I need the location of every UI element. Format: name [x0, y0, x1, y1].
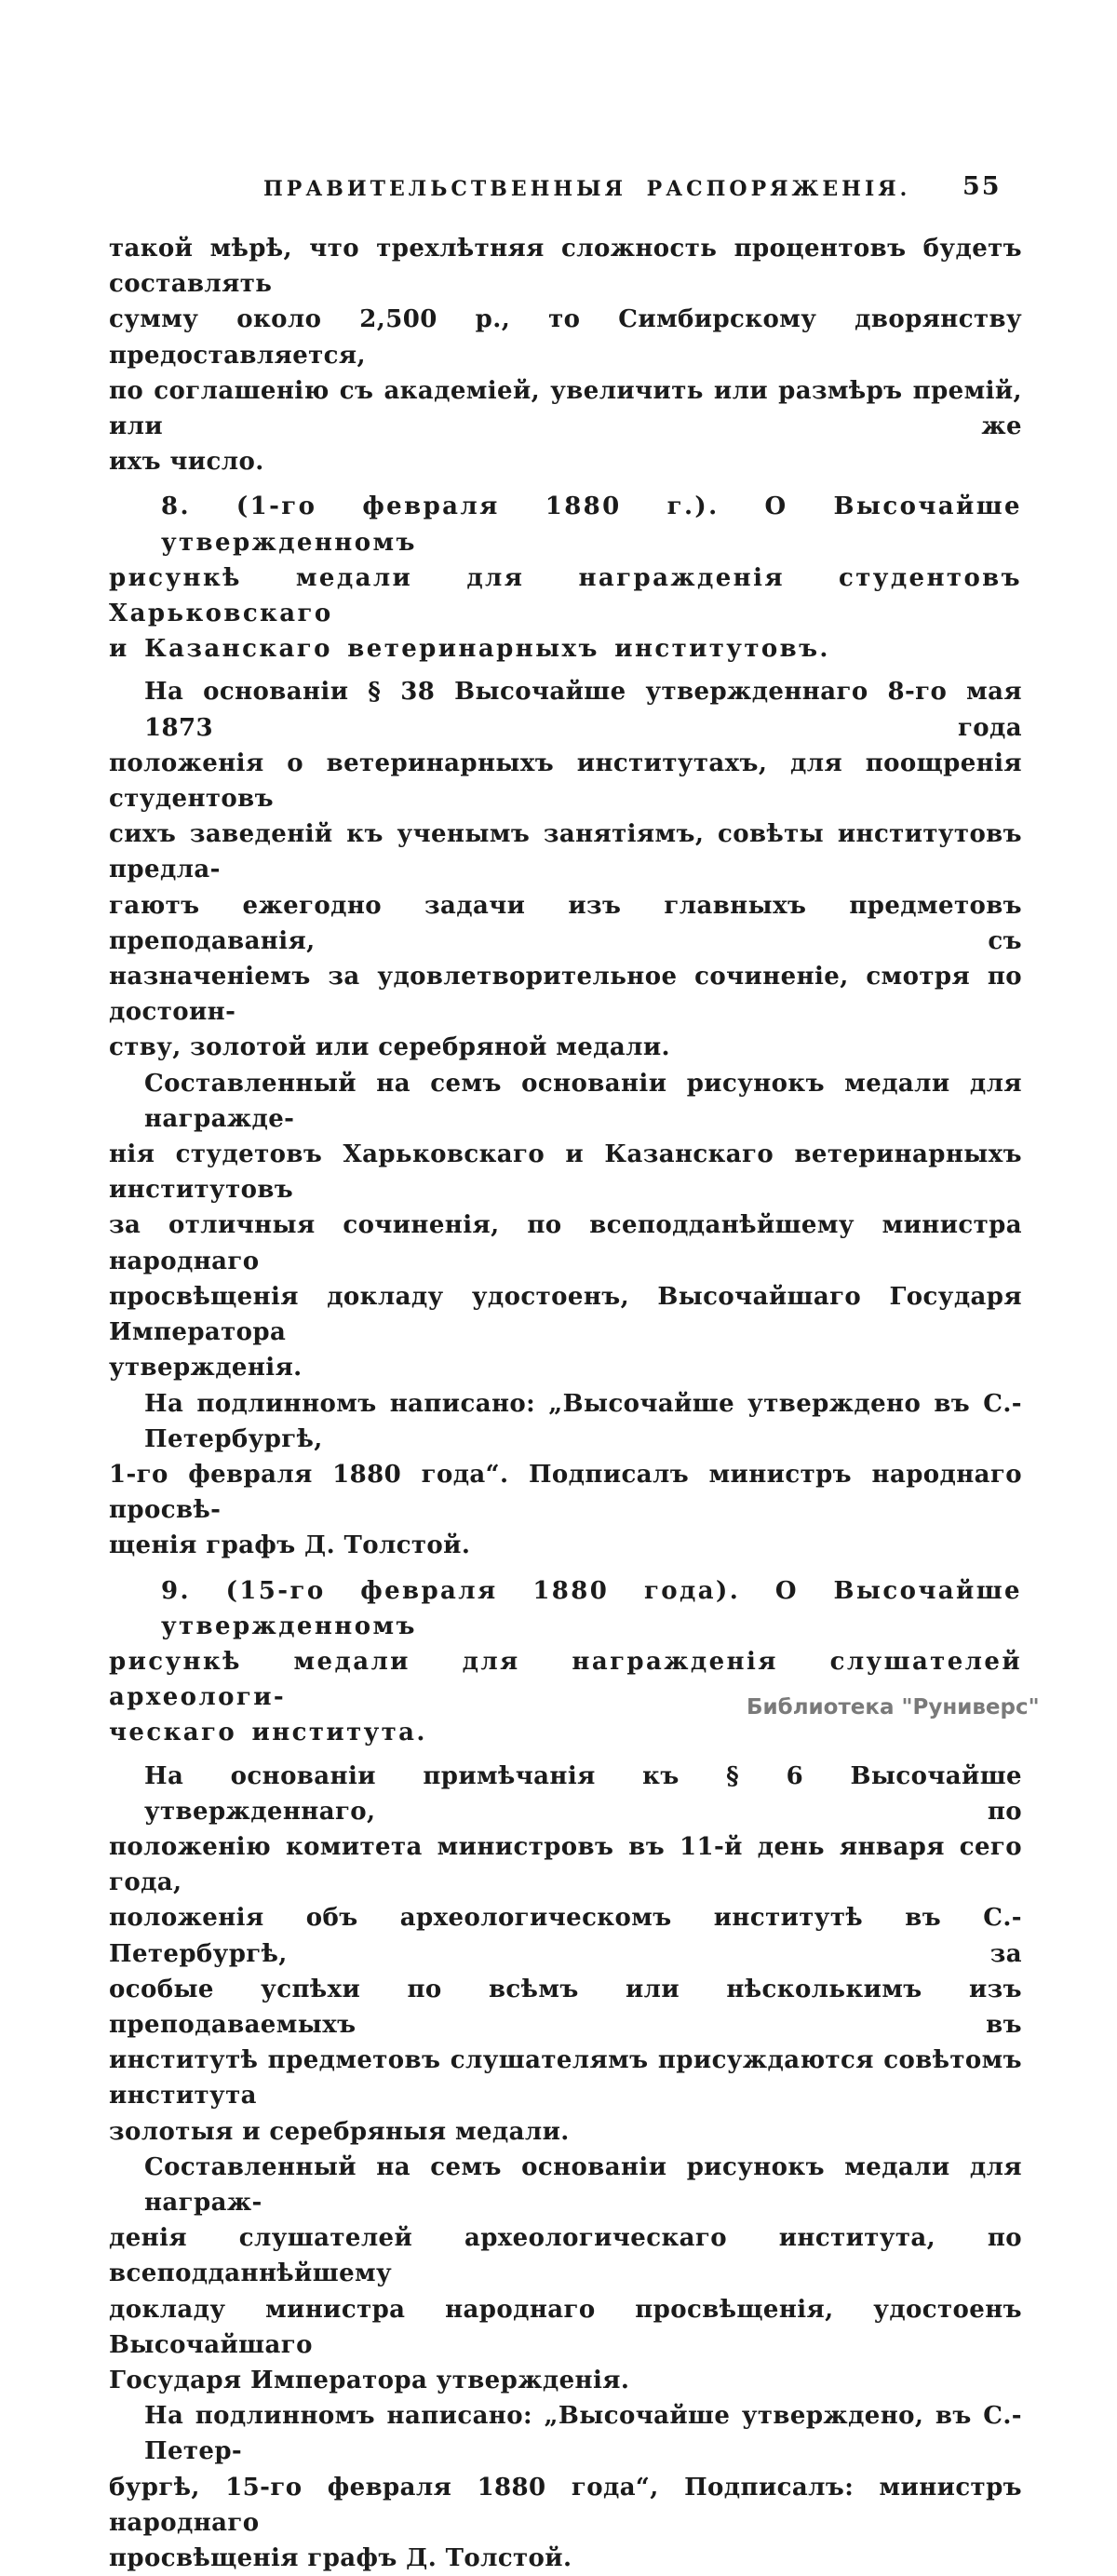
- watermark: Библиотека "Руниверс": [747, 1695, 1040, 1720]
- text-line: рисункѣ медали для награжденія слушателей археологи-: [109, 1647, 1022, 1712]
- paragraph: [109, 1066, 1022, 1386]
- text-line: сумму около 2,500 р., то Симбирскому дворянству предоставляется,: [109, 305, 1022, 370]
- text-line: На подлинномъ написано: „Высочайше утверждено, въ С.-Петер-: [144, 2402, 1022, 2466]
- text-line: просвѣщенія докладу удостоенъ, Высочайшаго Государя Императора: [109, 1282, 1022, 1347]
- paragraph: [109, 2398, 1022, 2576]
- text-line: положенія о ветеринарныхъ институтахъ, для поощренія студентовъ: [109, 749, 1022, 814]
- text-line: назначеніемъ за удовлетворительное сочиненіе, смотря по достоин-: [109, 963, 1022, 1027]
- text-line: докладу министра народнаго просвѣщенія, удостоенъ Высочайшаго: [109, 2295, 1022, 2359]
- text-line: по соглашенію съ академіей, увеличить или размѣръ премій, или же: [109, 376, 1022, 441]
- text-line: щенія графъ Д. Толстой.: [109, 1531, 471, 1560]
- text-line: бургѣ, 15-го февраля 1880 года“, Подписалъ: министръ народнаго: [109, 2473, 1022, 2537]
- text-line: и Казанскаго ветеринарныхъ институтовъ.: [109, 635, 830, 664]
- text-line: Составленный на семъ основаніи рисунокъ медали для награж-: [144, 2152, 1022, 2217]
- text-line: ихъ число.: [109, 448, 264, 477]
- text-line: сихъ заведеній къ ученымъ занятіямъ, совѣты институтовъ предла-: [109, 820, 1022, 884]
- text-line: такой мѣрѣ, что трехлѣтняя сложность процентовъ будетъ составлять: [109, 235, 1022, 299]
- text-line: за отличныя сочиненія, по всеподданѣйшему министра народнаго: [109, 1211, 1022, 1275]
- text-line: Государя Императора утвержденія.: [109, 2366, 630, 2394]
- text-line: институтѣ предметовъ слушателямъ присуждаются совѣтомъ института: [109, 2046, 1022, 2111]
- running-header-title: ПРАВИТЕЛЬСТВЕННЫЯ РАСПОРЯЖЕНІЯ.: [263, 177, 911, 201]
- text-line: нія студетовъ Харьковскаго и Казанскаго ветеринарныхъ институтовъ: [109, 1140, 1022, 1205]
- text-line: 9. (15-го февраля 1880 года). О Высочайше утвержденномъ: [161, 1576, 1022, 1640]
- paragraph: [109, 1386, 1022, 1564]
- text-line: особые успѣхи по всѣмъ или нѣсколькимъ изъ преподаваемыхъ въ: [109, 1975, 1022, 2039]
- text-line: На основаніи примѣчанія къ § 6 Высочайше утвержденнаго, по: [144, 1761, 1022, 1826]
- text-line: Составленный на семъ основаніи рисунокъ медали для награжде-: [144, 1069, 1022, 1133]
- text-line: золотыя и серебряныя медали.: [109, 2117, 570, 2146]
- text-line: положенія объ археологическомъ институтѣ въ С.-Петербургѣ, за: [109, 1904, 1022, 1968]
- text-line: гаютъ ежегодно задачи изъ главныхъ предметовъ преподаванія, съ: [109, 891, 1022, 955]
- paragraph: [109, 674, 1022, 1065]
- page-text-block: [109, 231, 1022, 2576]
- text-line: утвержденія.: [109, 1354, 303, 1382]
- section-heading: [109, 1573, 1022, 1751]
- section-heading: [109, 489, 1022, 667]
- paragraph: [109, 231, 1022, 479]
- text-line: денія слушателей археологическаго института, по всеподданнѣйшему: [109, 2224, 1022, 2288]
- text-line: 8. (1-го февраля 1880 г.). О Высочайше утвержденномъ: [161, 492, 1022, 557]
- paragraph: [109, 2150, 1022, 2398]
- paragraph: [109, 1759, 1022, 2150]
- text-line: На основаніи § 38 Высочайше утвержденнаго 8-го мая 1873 года: [144, 678, 1022, 742]
- text-line: просвѣщенія графъ Д. Толстой.: [109, 2544, 572, 2572]
- text-line: ству, золотой или серебряной медали.: [109, 1033, 671, 1062]
- text-line: На подлинномъ написано: „Высочайше утверждено въ С.-Петербургѣ,: [144, 1389, 1022, 1453]
- text-line: 1-го февраля 1880 года“. Подписалъ министръ народнаго просвѣ-: [109, 1460, 1022, 1525]
- text-line: ческаго института.: [109, 1719, 427, 1747]
- text-line: рисункѣ медали для награжденія студентовъ Харьковскаго: [109, 563, 1022, 628]
- page-number: 55: [962, 172, 1002, 201]
- text-line: положенію комитета министровъ въ 11-й день января сего года,: [109, 1832, 1022, 1897]
